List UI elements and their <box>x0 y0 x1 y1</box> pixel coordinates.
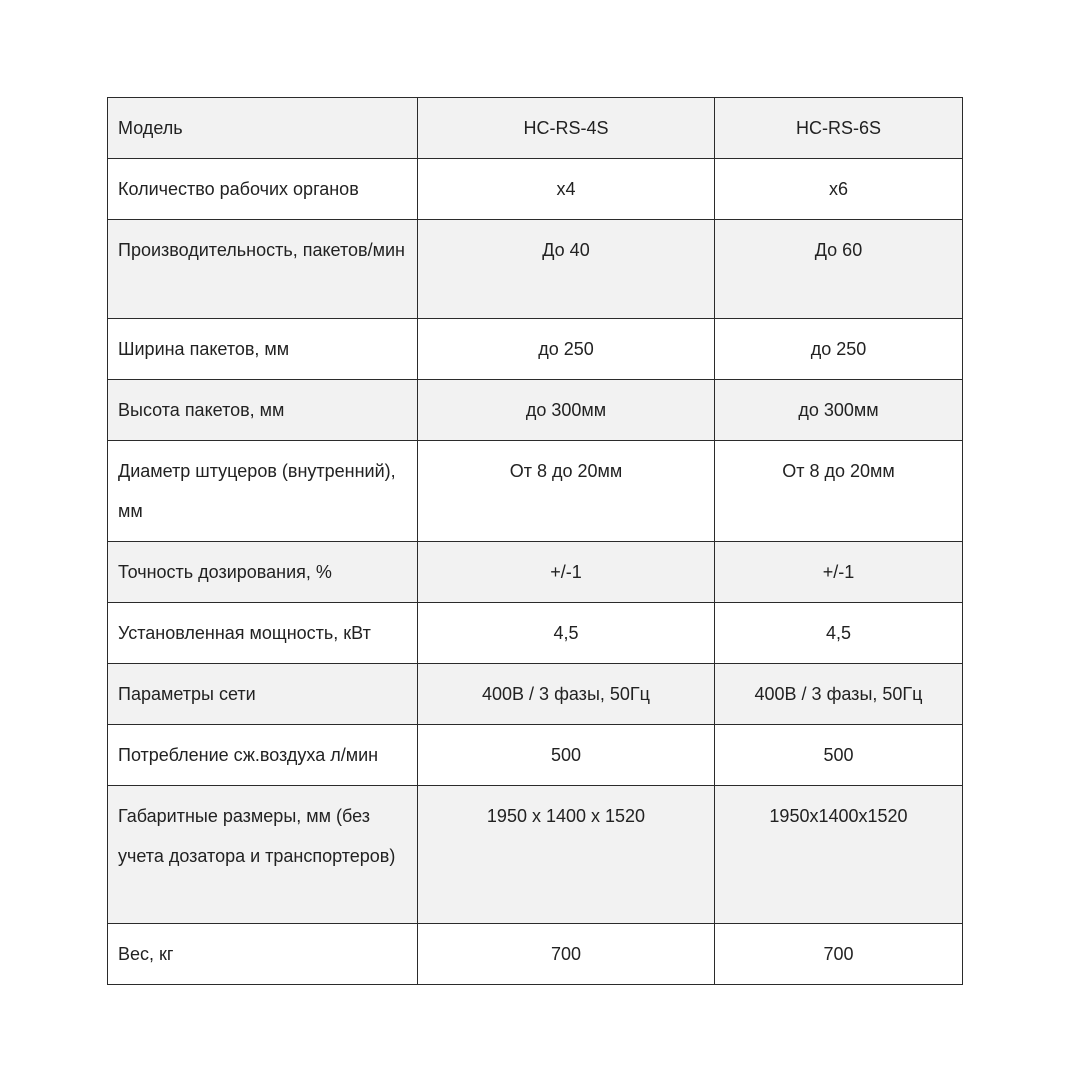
value-a-cell <box>418 380 715 441</box>
value-a-cell <box>418 725 715 786</box>
value-b-cell <box>715 786 963 924</box>
table-row <box>108 220 963 319</box>
param-cell <box>108 786 418 924</box>
value-b-cell <box>715 380 963 441</box>
value-a-cell <box>418 159 715 220</box>
value-b: до 250 <box>810 339 867 359</box>
value-b: 1950x1400x1520 <box>769 806 908 826</box>
value-a: до 300мм <box>525 400 607 420</box>
value-b-cell <box>715 319 963 380</box>
param-cell <box>108 380 418 441</box>
value-b-cell <box>715 542 963 603</box>
param-label: Производительность, пакетов/мин <box>118 240 405 260</box>
value-b: x6 <box>828 179 848 199</box>
value-a: 4,5 <box>553 623 579 643</box>
value-b: 500 <box>823 745 854 765</box>
value-a-cell <box>418 319 715 380</box>
value-a: 1950 x 1400 x 1520 <box>486 806 646 826</box>
value-a-cell <box>418 924 715 985</box>
param-label: Ширина пакетов, мм <box>118 339 290 359</box>
param-label: Габаритные размеры, мм (без учета дозатора и транспортеров) <box>118 806 396 866</box>
value-b-cell <box>715 924 963 985</box>
value-a: 500 <box>550 745 582 765</box>
table-row <box>108 786 963 924</box>
header-model-a-label: HC-RS-4S <box>523 118 609 138</box>
table-row <box>108 725 963 786</box>
table-row <box>108 664 963 725</box>
param-cell <box>108 319 418 380</box>
header-param-label: Модель <box>118 118 183 138</box>
table-row <box>108 159 963 220</box>
value-a: +/-1 <box>550 562 582 582</box>
table-row <box>108 319 963 380</box>
param-label: Потребление сж.воздуха л/мин <box>118 745 379 765</box>
value-a: 400В / 3 фазы, 50Гц <box>482 684 650 704</box>
spec-table <box>107 97 963 985</box>
value-b: До 60 <box>814 240 863 260</box>
value-b-cell <box>715 220 963 319</box>
value-a-cell <box>418 603 715 664</box>
table-row <box>108 441 963 542</box>
value-b-cell <box>715 603 963 664</box>
table-row <box>108 924 963 985</box>
value-b-cell <box>715 664 963 725</box>
header-param-cell <box>108 98 418 159</box>
value-b: 400В / 3 фазы, 50Гц <box>754 684 923 704</box>
value-b-cell <box>715 441 963 542</box>
value-a-cell <box>418 664 715 725</box>
param-cell <box>108 924 418 985</box>
value-b-cell <box>715 159 963 220</box>
param-label: Высота пакетов, мм <box>118 400 285 420</box>
value-a: От 8 до 20мм <box>509 461 623 481</box>
param-cell <box>108 542 418 603</box>
value-b: +/-1 <box>822 562 855 582</box>
value-a: до 250 <box>538 339 594 359</box>
table-row <box>108 603 963 664</box>
header-row <box>108 98 963 159</box>
value-a: До 40 <box>542 240 590 260</box>
table-row <box>108 380 963 441</box>
value-a-cell <box>418 542 715 603</box>
value-b: 4,5 <box>825 623 852 643</box>
value-b: От 8 до 20мм <box>782 461 895 481</box>
param-label: Количество рабочих органов <box>118 179 359 199</box>
param-label: Точность дозирования, % <box>118 562 332 582</box>
value-a-cell <box>418 220 715 319</box>
param-cell <box>108 664 418 725</box>
value-b: до 300мм <box>798 400 879 420</box>
param-cell <box>108 603 418 664</box>
value-b-cell <box>715 725 963 786</box>
param-label: Установленная мощность, кВт <box>118 623 371 643</box>
param-label: Вес, кг <box>118 944 174 964</box>
header-model-b-cell <box>715 98 963 159</box>
value-a-cell <box>418 786 715 924</box>
value-a-cell <box>418 441 715 542</box>
header-model-a-cell <box>418 98 715 159</box>
value-a: 700 <box>550 944 582 964</box>
header-model-b-label: HC-RS-6S <box>795 118 881 138</box>
param-cell <box>108 159 418 220</box>
param-cell <box>108 441 418 542</box>
value-b: 700 <box>823 944 854 964</box>
param-cell <box>108 220 418 319</box>
param-label: Диаметр штуцеров (внутренний), мм <box>118 461 396 521</box>
param-cell <box>108 725 418 786</box>
value-a: x4 <box>556 179 576 199</box>
param-label: Параметры сети <box>118 684 256 704</box>
table-row <box>108 542 963 603</box>
